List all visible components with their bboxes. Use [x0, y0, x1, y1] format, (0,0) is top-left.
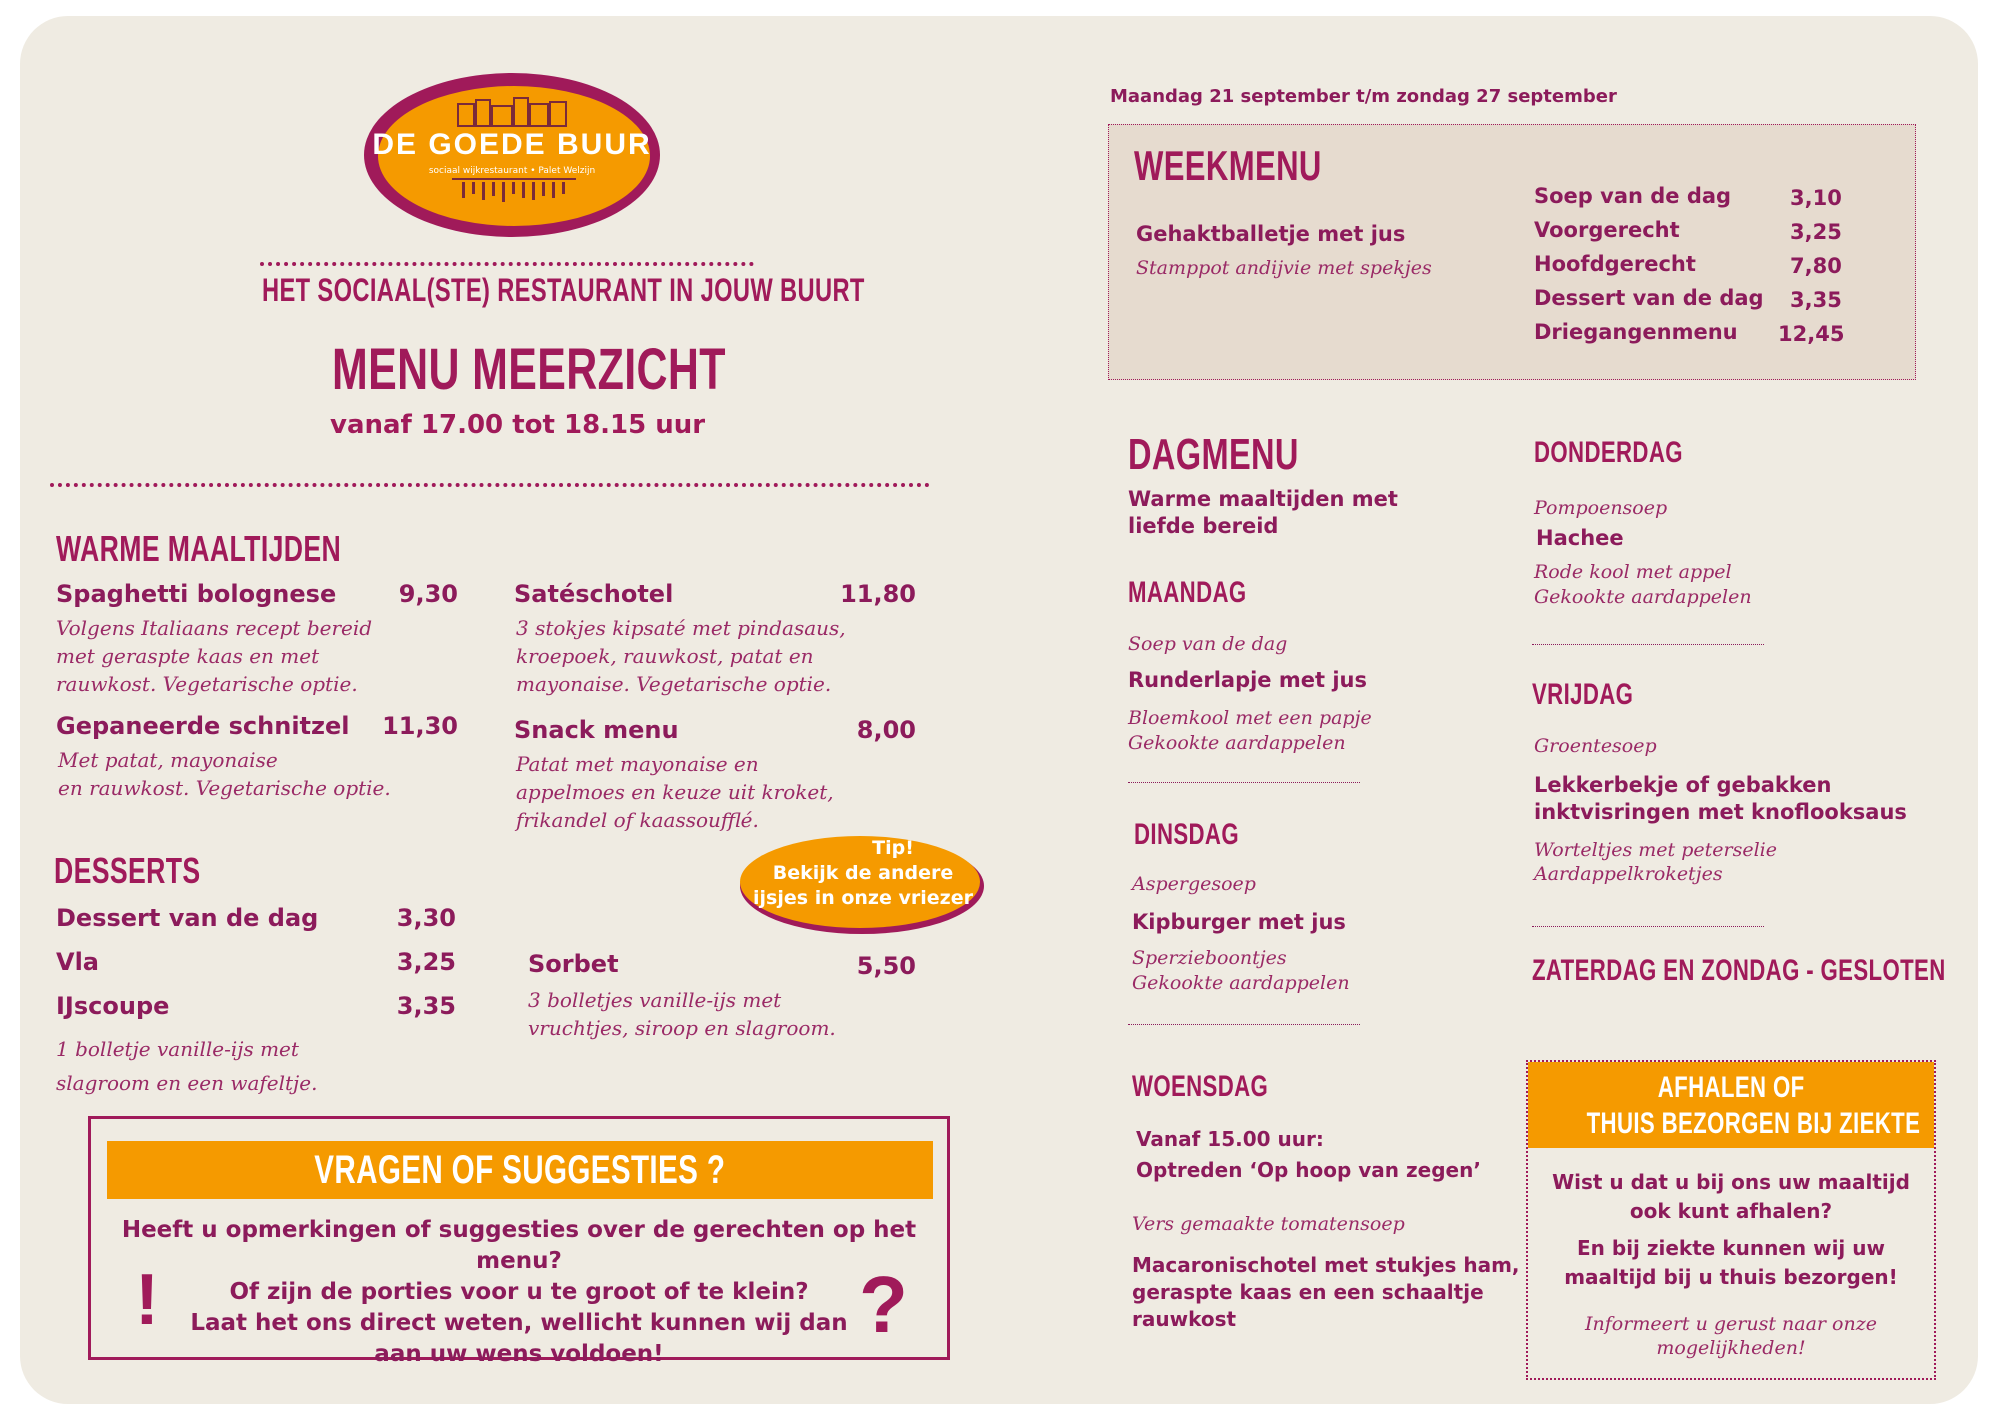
menu-item-name: Sorbet [528, 950, 619, 978]
day-soup: Groentesoep [1534, 735, 1657, 757]
day-main: Kipburger met jus [1132, 910, 1346, 934]
menu-item-desc: Met patat, mayonaise en rauwkost. Vegetarische optie. [58, 748, 391, 800]
tip-line: Bekijk de andere [772, 862, 954, 884]
menu-item-desc: 1 bolletje vanille-ijs met slagroom en een wafeltje. [56, 1037, 318, 1095]
suggestions-line: Heeft u opmerkingen of suggesties over de gerechten op het menu? [121, 1217, 917, 1274]
menu-item-price: 8,00 [856, 716, 916, 744]
divider [50, 483, 930, 487]
takeaway-text: En bij ziekte kunnen wij uw [1577, 1236, 1885, 1260]
menu-item-desc: Volgens Italiaans recept bereid met geraspte kaas en met rauwkost. Vegetarische optie. [56, 616, 373, 696]
weekend-closed: ZATERDAG EN ZONDAG - GESLOTEN [1532, 954, 1946, 987]
day-sides: Rode kool met appel Gekookte aardappelen [1534, 561, 1752, 608]
logo-subtitle: sociaal wijkrestaurant • Palet Welzijn [428, 166, 596, 176]
section-heading-warm: WARME MAALTIJDEN [56, 528, 342, 569]
day-main: Lekkerbekje of gebakken inktvisringen met knoflooksaus [1534, 773, 1907, 824]
menu-item-name: Satéschotel [514, 580, 674, 608]
day-title-friday: VRIJDAG [1532, 678, 1634, 711]
week-dates: Maandag 21 september t/m zondag 27 september [1110, 86, 1617, 107]
menu-item-name: Vla [56, 948, 99, 976]
menu-item-price: 3,35 [396, 992, 456, 1020]
suggestions-title: VRAGEN OF SUGGESTIES ? [314, 1148, 726, 1192]
suggestions-line: Of zijn de porties voor u te groot of te klein? [229, 1279, 809, 1305]
tip-line: ijsjes in onze vriezer [753, 887, 973, 909]
menu-item-name: Gepaneerde schnitzel [56, 712, 350, 740]
menu-item-price: 5,50 [856, 952, 916, 980]
day-main: Runderlapje met jus [1128, 668, 1367, 692]
menu-item-price: 3,25 [396, 948, 456, 976]
price-list-name: Voorgerecht [1534, 218, 1680, 242]
divider [1128, 782, 1360, 783]
price-list-name: Driegangenmenu [1534, 320, 1738, 344]
price-list-price: 7,80 [1790, 254, 1842, 278]
logo-name: DE GOEDE BUUR [372, 128, 652, 161]
day-soup: Aspergesoep [1132, 873, 1256, 895]
day-sides: Worteltjes met peterselie Aardappelkroketjes [1534, 839, 1777, 885]
price-list-price: 3,25 [1790, 220, 1842, 244]
suggestions-box [88, 1116, 950, 1367]
day-event: Vanaf 15.00 uur: Optreden ‘Op hoop van zegen’ [1136, 1127, 1481, 1182]
menu-item-name: Spaghetti bolognese [56, 580, 337, 608]
price-list-name: Dessert van de dag [1534, 286, 1764, 310]
day-title-wednesday: WOENSDAG [1132, 1070, 1269, 1103]
takeaway-box [1526, 1060, 1936, 1380]
takeaway-text: Wist u dat u bij ons uw maaltijd [1552, 1170, 1910, 1194]
tip-bubble [736, 830, 990, 940]
menu-item-price: 3,30 [396, 904, 456, 932]
question-icon: ? [859, 1260, 908, 1349]
takeaway-text: mogelijkheden! [1656, 1337, 1806, 1359]
menu-item-price: 11,80 [840, 580, 916, 608]
day-soup: Soep van de dag [1128, 633, 1288, 655]
day-soup: Vers gemaakte tomatensoep [1132, 1213, 1405, 1235]
day-main: Macaronischotel met stukjes ham, geraspte kaas en een schaaltje rauwkost [1132, 1253, 1520, 1331]
menu-title: MENU MEERZICHT [332, 337, 726, 402]
menu-item-desc: Patat met mayonaise en appelmoes en keuze uit kroket, frikandel of kaassoufflé. [516, 752, 834, 832]
menu-item-name: Dessert van de dag [56, 904, 319, 932]
weekmenu-dish: Gehaktballetje met jus [1136, 222, 1406, 246]
day-title-thursday: DONDERDAG [1534, 436, 1683, 469]
divider [1532, 644, 1764, 645]
takeaway-text: Informeert u gerust naar onze [1585, 1313, 1877, 1335]
tagline: HET SOCIAAL(STE) RESTAURANT IN JOUW BUURT [262, 272, 865, 308]
menu-item-desc: 3 bolletjes vanille-ijs met vruchtjes, siroop en slagroom. [528, 988, 836, 1040]
day-main: Hachee [1536, 526, 1624, 550]
menu-item-price: 9,30 [398, 580, 458, 608]
price-list-name: Hoofdgerecht [1534, 252, 1696, 276]
logo [362, 70, 662, 240]
takeaway-text: maaltijd bij u thuis bezorgen! [1564, 1265, 1898, 1289]
takeaway-title: THUIS BEZORGEN BIJ ZIEKTE [1586, 1107, 1921, 1140]
menu-item-price: 11,30 [382, 712, 458, 740]
menu-hours: vanaf 17.00 tot 18.15 uur [330, 410, 706, 440]
tip-title: Tip! [872, 837, 914, 859]
day-sides: Sperzieboontjes Gekookte aardappelen [1132, 947, 1350, 994]
takeaway-text: ook kunt afhalen? [1629, 1199, 1833, 1223]
section-heading-desserts: DESSERTS [54, 850, 201, 891]
suggestions-line: Laat het ons direct weten, wellicht kunnen wij dan [190, 1310, 848, 1336]
price-list-name: Soep van de dag [1534, 184, 1732, 208]
dagmenu-intro: Warme maaltijden met liefde bereid [1128, 487, 1398, 538]
divider [260, 262, 754, 266]
menu-item-name: IJscoupe [56, 992, 170, 1020]
day-soup: Pompoensoep [1534, 497, 1668, 519]
weekmenu-dish-desc: Stamppot andijvie met spekjes [1136, 257, 1432, 279]
price-list-price: 12,45 [1778, 322, 1845, 346]
price-list-price: 3,35 [1790, 288, 1842, 312]
menu-item-name: Snack menu [514, 716, 679, 744]
day-sides: Bloemkool met een papje Gekookte aardappelen [1128, 707, 1372, 754]
takeaway-title: AFHALEN OF [1657, 1071, 1805, 1104]
divider [1532, 926, 1764, 927]
divider [1128, 1024, 1360, 1025]
exclamation-icon: ! [135, 1260, 159, 1340]
day-title-monday: MAANDAG [1128, 576, 1247, 609]
price-list-price: 3,10 [1790, 186, 1842, 210]
section-heading-weekmenu: WEEKMENU [1134, 142, 1322, 189]
suggestions-line: aan uw wens voldoen! [374, 1341, 664, 1367]
day-title-tuesday: DINSDAG [1134, 818, 1239, 851]
menu-item-desc: 3 stokjes kipsaté met pindasaus, kroepoek, rauwkost, patat en mayonaise. Vegetarische optie. [516, 616, 846, 696]
section-heading-dagmenu: DAGMENU [1128, 430, 1299, 479]
